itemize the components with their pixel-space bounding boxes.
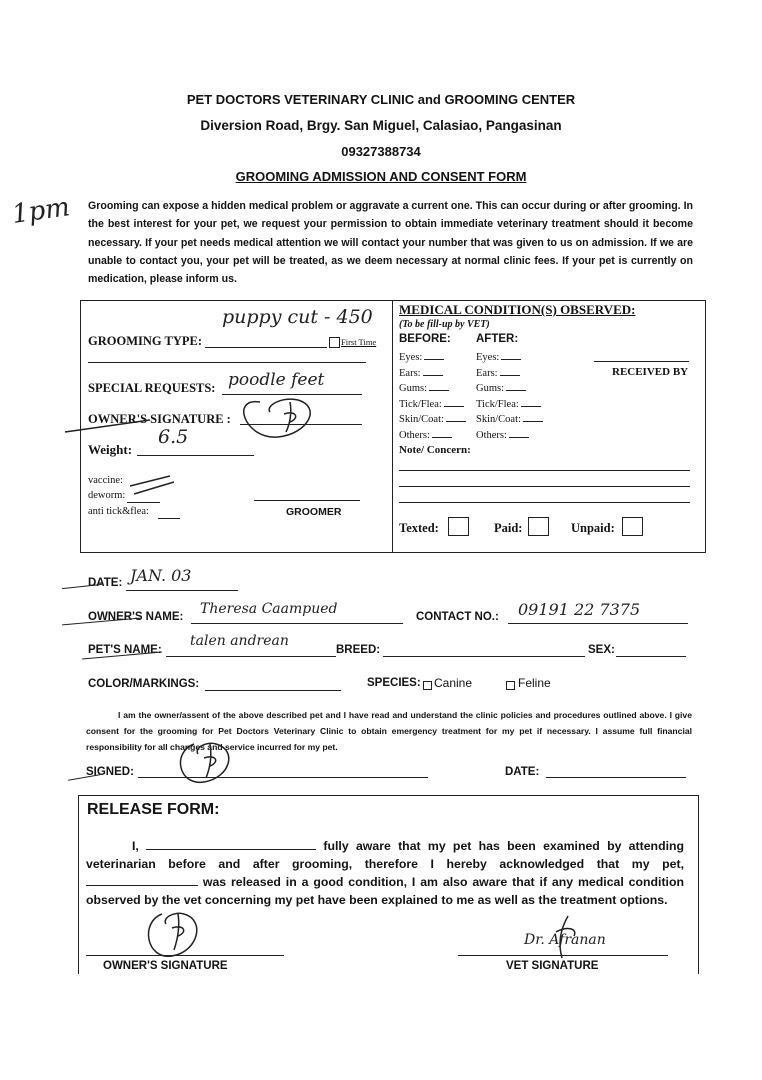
vet-signature-value: Dr. Afranan [524,932,606,948]
deworm-label: deworm: [88,490,126,501]
date-line [126,590,238,591]
after-item-label: Gums: [476,383,505,395]
contact-line[interactable] [508,623,688,624]
release-text-3: was released in a good condition, I am also aware that if any medical condition observed by the vet concerning my pet have been explained to me as well as the treatment options. [86,875,684,907]
after-item-blank[interactable] [501,350,521,360]
grooming-extra-line [88,362,366,363]
color-line[interactable] [205,690,341,691]
vet-sig-label: VET SIGNATURE [506,960,599,972]
after-item-label: Eyes: [476,352,500,363]
release-owner-blank[interactable] [146,838,316,850]
margin-handwritten-note: 1pm [10,192,72,230]
after-item-label: Tick/Flea: [476,398,519,410]
paid-checkbox[interactable] [528,517,549,536]
weight-label: Weight: [88,442,133,457]
note-line-3 [399,502,690,503]
before-item-label: Skin/Coat: [399,414,444,426]
release-paragraph [86,837,684,909]
after-item-label: Skin/Coat: [476,414,521,426]
release-title: RELEASE FORM: [87,801,220,818]
before-item-blank[interactable] [429,381,449,391]
before-item [399,350,466,366]
after-label: AFTER: [476,333,519,345]
antitick-label: anti tick&flea: [88,506,149,517]
groomer-label: GROOMER [286,506,342,518]
color-label: COLOR/MARKINGS: [88,678,200,690]
before-item-blank[interactable] [446,412,466,422]
owner-signature-mark-2 [172,738,242,790]
before-list [399,350,466,444]
box-divider [392,300,393,552]
pet-name-line[interactable] [166,656,336,657]
medical-subtitle: (To be fill-up by VET) [399,319,490,330]
after-item-blank[interactable] [509,428,529,438]
after-item [476,397,543,413]
date-label: DATE: [88,577,123,589]
grooming-type-line [205,347,327,348]
after-item-blank[interactable] [521,397,541,407]
feline-label: Feline [518,676,551,690]
weight-line [137,455,254,456]
before-item-blank[interactable] [424,350,444,360]
pet-name-value[interactable]: talen andrean [190,633,289,649]
before-item-blank[interactable] [423,366,443,376]
breed-label: BREED: [336,644,381,656]
owner-signature-mark-1 [60,392,320,447]
note-line-2 [399,486,690,487]
owner-name-value[interactable]: Theresa Caampued [200,601,338,617]
date2-line[interactable] [546,777,686,778]
received-by-label: RECEIVED BY [612,366,689,378]
before-item-label: Gums: [399,383,428,395]
after-list [476,350,543,444]
contact-label: CONTACT NO.: [416,611,499,623]
feline-checkbox[interactable] [506,681,515,690]
texted-checkbox[interactable] [448,517,469,536]
received-by-line [594,361,689,362]
clinic-name: PET DOCTORS VETERINARY CLINIC and GROOMING CENTER [186,92,576,107]
medical-title: MEDICAL CONDITION(S) OBSERVED: [399,302,636,317]
owner-name-label: OWNER'S NAME: [88,611,184,623]
groomer-line [254,500,360,501]
after-item-label: Others: [476,429,507,441]
before-item-blank[interactable] [444,397,464,407]
special-requests-value[interactable]: poodle feet [228,370,325,390]
release-text-2: fully aware that my pet has been examined by attending veterinarian before and after grooming, therefore I hereby acknowledged that my pet, [86,839,685,871]
special-requests-label: SPECIAL REQUESTS: [88,381,216,395]
deworm-line [127,502,160,503]
before-label: BEFORE: [399,333,451,345]
first-time-checkbox[interactable] [329,337,340,348]
after-item [476,428,543,444]
before-item [399,366,466,382]
consent-paragraph: I am the owner/assent of the above described pet and I have read and understand the clinic policies and procedures outlined above. I give consent for the grooming for Pet Doctors Veterinary Clinic to obtain emergency treatment for my pet if necessary. I assume full financial responsibility for all changes and service incurred for my pet. [86,710,692,752]
before-item [399,381,466,397]
sex-line[interactable] [616,656,686,657]
weight-value[interactable]: 6.5 [158,426,189,448]
before-item-label: Others: [399,429,430,441]
contact-value[interactable]: 09191 22 7375 [518,600,641,619]
vet-sig-line[interactable] [458,955,668,956]
owner-name-line[interactable] [191,623,403,624]
clinic-address: Diversion Road, Brgy. San Miguel, Calasiao, Pangasinan [200,118,562,133]
after-item-label: Ears: [476,367,498,379]
after-item-blank[interactable] [500,366,520,376]
date-value[interactable]: JAN. 03 [130,566,192,585]
canine-checkbox[interactable] [423,681,432,690]
owner-sig-label: OWNER'S SIGNATURE [103,960,228,972]
before-item [399,397,466,413]
grooming-type-label: GROOMING TYPE: [88,334,203,348]
note-label: Note/ Concern: [399,444,471,456]
breed-line[interactable] [383,656,585,657]
before-item-label: Ears: [399,367,421,379]
before-item [399,428,466,444]
first-time-label: First Time [341,337,377,347]
after-item [476,350,543,366]
unpaid-checkbox[interactable] [622,517,643,536]
clinic-phone: 09327388734 [341,144,421,159]
form-title: GROOMING ADMISSION AND CONSENT FORM [235,169,527,184]
after-item-blank[interactable] [523,412,543,422]
before-item-label: Tick/Flea: [399,398,442,410]
after-item [476,381,543,397]
pet-name-label: PET'S NAME: [88,644,162,656]
release-pet-blank[interactable] [86,874,198,886]
before-item [399,412,466,428]
sex-label: SEX: [588,644,615,656]
species-label: SPECIES: [367,677,421,689]
paid-label: Paid: [494,521,523,535]
grooming-type-value[interactable]: puppy cut - 450 [222,306,373,328]
after-item [476,366,543,382]
after-item-blank[interactable] [506,381,526,391]
before-item-blank[interactable] [432,428,452,438]
antitick-line [158,518,180,519]
before-item-label: Eyes: [399,352,423,363]
owner-signature-mark-3 [140,908,210,966]
vaccine-mark [128,472,178,500]
owner-sig-line[interactable] [86,955,284,956]
canine-label: Canine [434,676,473,690]
owner-signature-label: OWNER'S SIGNATURE : [88,412,231,426]
unpaid-label: Unpaid: [571,521,615,535]
date2-label: DATE: [505,766,540,778]
signed-label: SIGNED: [86,766,134,778]
texted-label: Texted: [399,521,439,535]
after-item [476,412,543,428]
note-line-1 [399,470,690,471]
intro-paragraph: Grooming can expose a hidden medical problem or aggravate a current one. This can occur during or after grooming. In the best interest for your pet, we request your permission to obtain immediate veterinary treatment should it become necessary. If your pet needs medical attention we will contact your number that was given to us on admission. If we are unable to contact you, your pet will be treated, as we deem necessary at normal clinic fees. If your pet is currently on medication, please inform us. [88,200,693,286]
vaccine-label: vaccine: [88,475,123,486]
release-text-1: I, [132,839,139,853]
